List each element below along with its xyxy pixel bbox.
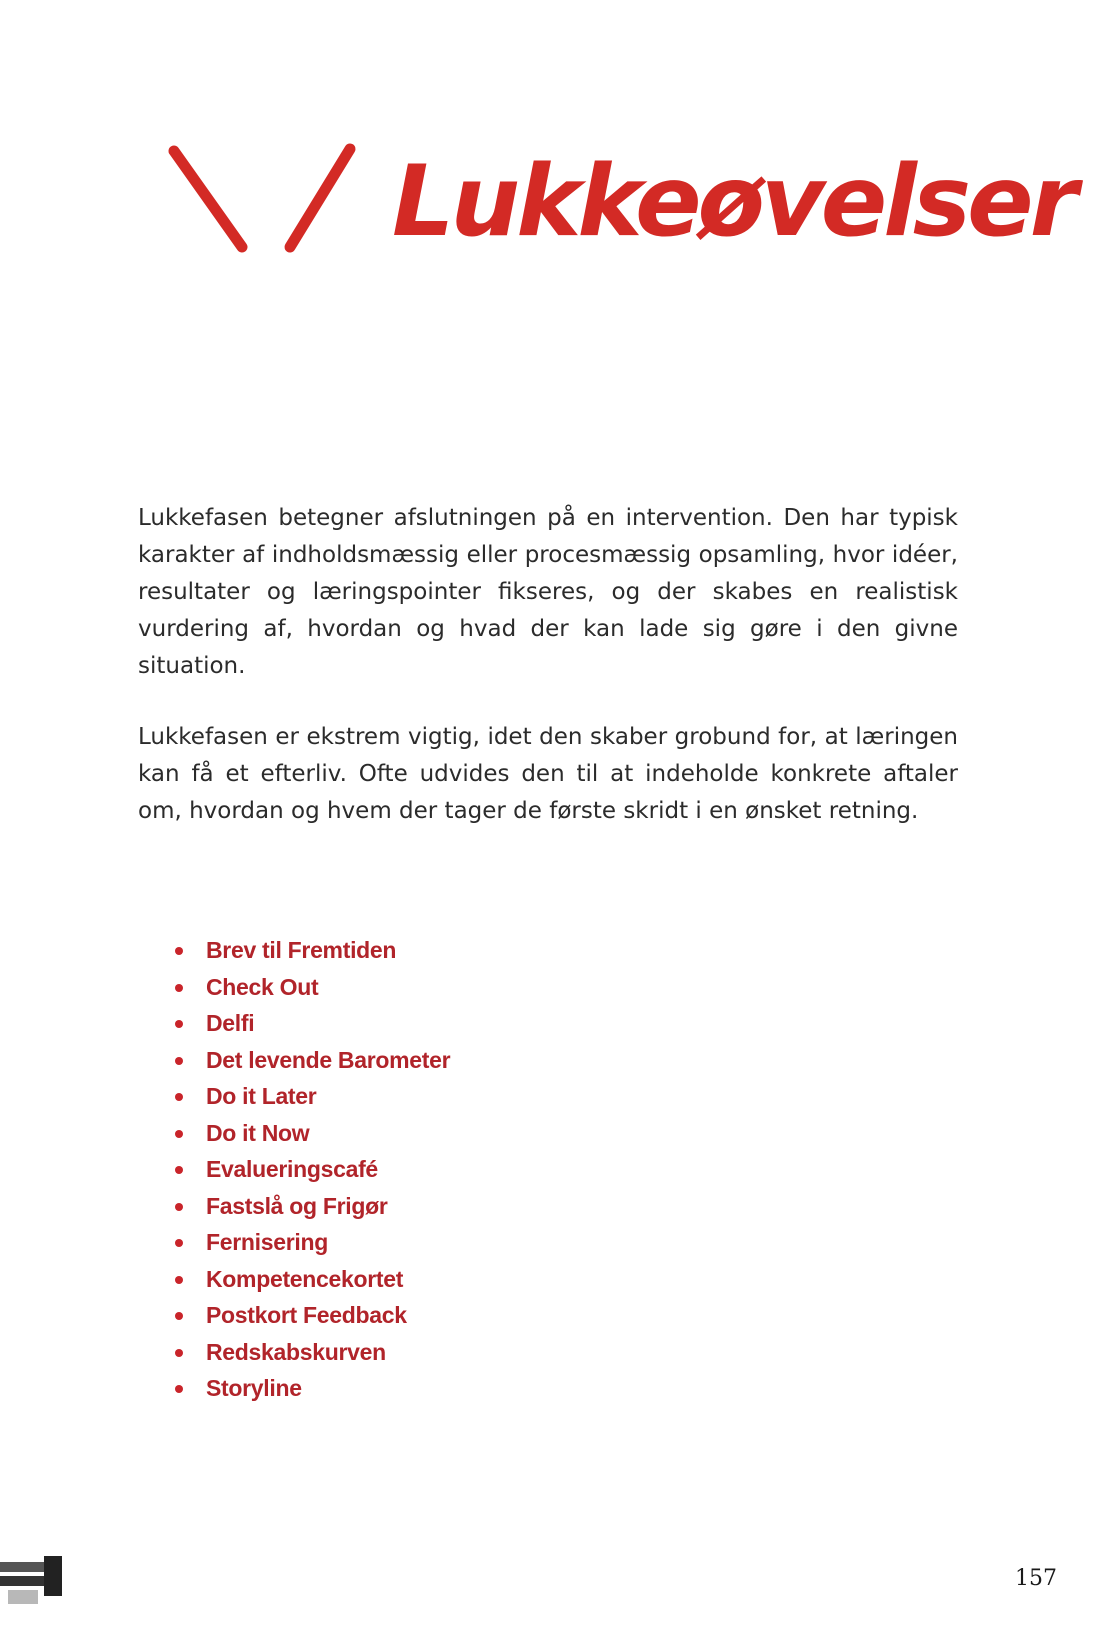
bullet-icon bbox=[175, 1057, 183, 1065]
exercise-label: Postkort Feedback bbox=[206, 1302, 407, 1328]
bullet-icon bbox=[175, 947, 183, 955]
exercise-list-item bbox=[172, 1297, 450, 1334]
exercise-label: Delfi bbox=[206, 1010, 255, 1036]
exercise-list-item bbox=[172, 1115, 450, 1152]
intro-text bbox=[138, 500, 958, 864]
exercise-label: Det levende Barometer bbox=[206, 1046, 451, 1073]
exercise-list-item bbox=[172, 1042, 450, 1079]
chapter-title-text: Lukkeøvelser bbox=[392, 145, 1074, 259]
intro-paragraph: Lukkefasen er ekstrem vigtig, idet den skaber grobund for, at læringen kan få et efterliv. Ofte udvides den til at indeholde konkrete aftaler om, hvordan og hvem der tager de første skridt i en ønsket retning. bbox=[138, 724, 958, 824]
bullet-icon bbox=[175, 1349, 183, 1357]
exercise-label: Check Out bbox=[206, 973, 319, 1000]
exercise-label: Do it Now bbox=[206, 1119, 310, 1146]
exercise-label: Storyline bbox=[206, 1375, 302, 1401]
exercise-list-item bbox=[172, 1078, 450, 1115]
exercise-list-item bbox=[172, 1005, 450, 1042]
exercise-list-item bbox=[172, 1224, 450, 1261]
bullet-icon bbox=[175, 1130, 183, 1138]
bullet-icon bbox=[175, 1312, 183, 1320]
exercise-label: Evalueringscafé bbox=[206, 1156, 378, 1182]
bullet-icon bbox=[175, 1093, 183, 1101]
exercise-label: Redskabskurven bbox=[206, 1338, 386, 1365]
exercise-list bbox=[172, 932, 450, 1407]
bullet-icon bbox=[175, 1276, 183, 1284]
bullet-icon bbox=[175, 984, 183, 992]
intro-paragraph: Lukkefasen betegner afslutningen på en intervention. Den har typisk karakter af indholdsmæssig eller procesmæssig opsamling, hvor idéer, resultater og læringspointer fikseres, og der skabes en realistisk vurdering af, hvordan og hvad der kan lade sig gøre i den givne situation. bbox=[138, 505, 958, 679]
exercise-list-item bbox=[172, 1261, 450, 1298]
bullet-icon bbox=[175, 1239, 183, 1247]
bullet-icon bbox=[175, 1166, 183, 1174]
chapter-title bbox=[160, 135, 1074, 285]
exercise-label: Brev til Fremtiden bbox=[206, 937, 397, 963]
bullet-icon bbox=[175, 1385, 183, 1393]
exercise-list-item bbox=[172, 1334, 450, 1371]
exercise-list-item bbox=[172, 1370, 450, 1407]
exercise-list-item bbox=[172, 1151, 450, 1188]
exercise-label: Fernisering bbox=[206, 1229, 328, 1255]
exercise-label: Fastslå og Frigør bbox=[206, 1192, 388, 1219]
bullet-icon bbox=[175, 1203, 183, 1211]
bullet-icon bbox=[175, 1020, 183, 1028]
exercise-list-item bbox=[172, 1188, 450, 1225]
page-number: 157 bbox=[1015, 1566, 1057, 1591]
binder-clip-icon bbox=[0, 1550, 70, 1610]
exercise-list-item bbox=[172, 932, 450, 969]
exercise-label: Kompetencekortet bbox=[206, 1265, 404, 1292]
exercise-label: Do it Later bbox=[206, 1083, 317, 1109]
exercise-list-item bbox=[172, 969, 450, 1006]
